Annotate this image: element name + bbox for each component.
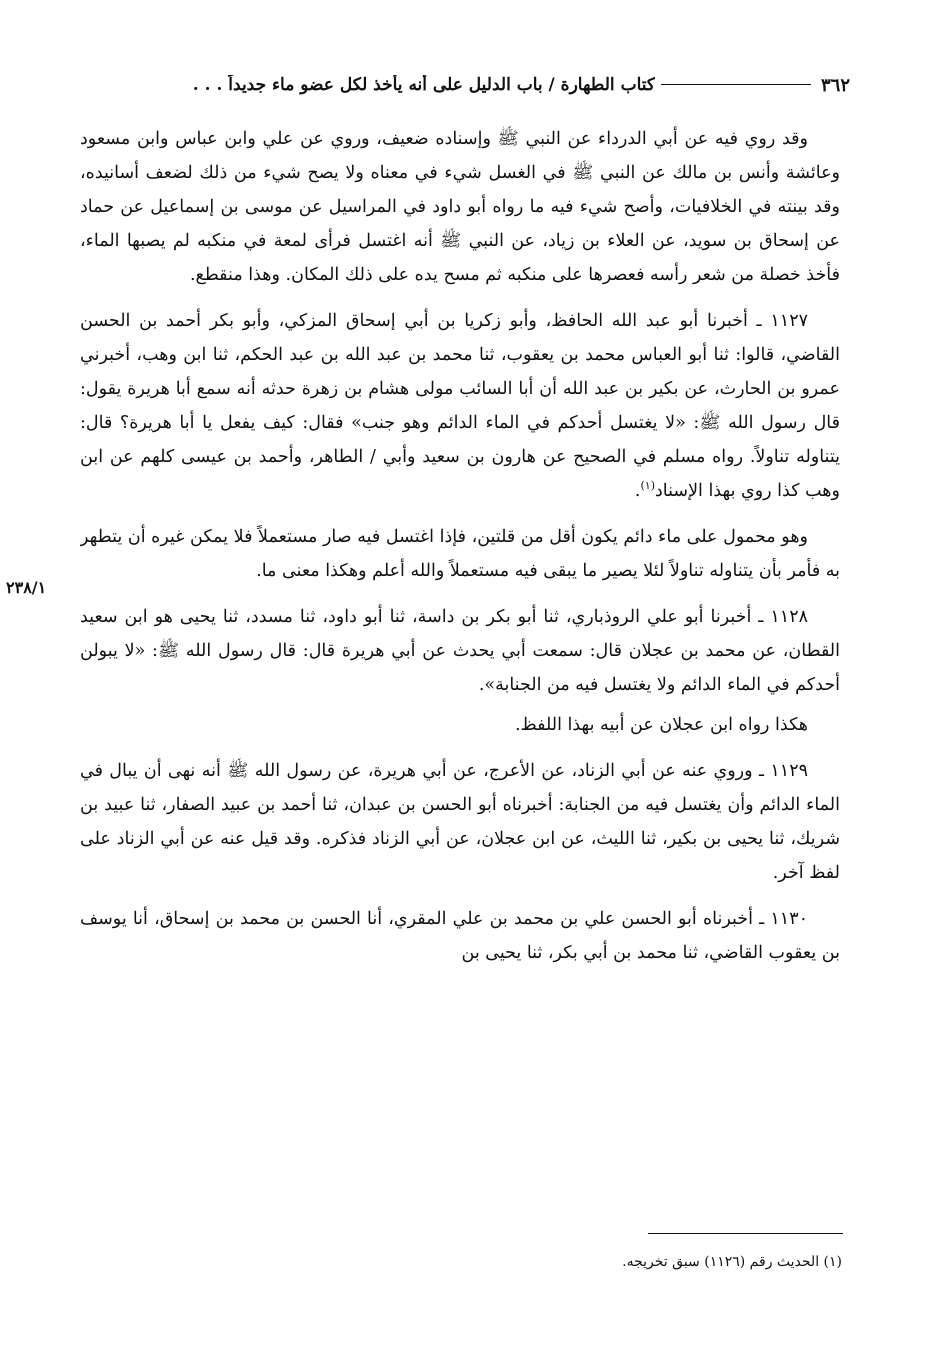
header-rule [661,84,811,86]
footnote-divider [648,1233,843,1234]
paragraph-hadith-1127-text: ١١٢٧ ـ أخبرنا أبو عبد الله الحافظ، وأبو زكريا بن أبي إسحاق المزكي، وأبو بكر أحمد بن الحسن القاضي، قالوا: ثنا أبو العباس محمد بن يعقوب، ثنا محمد بن عبد الله بن عبد الحكم، ثنا ابن وهب، أخبرني عمرو بن الحارث، عن بكير بن عبد الله أن أبا السائب مولى هشام بن زهرة حدثه أنه سمع أبا هريرة يقول: قال رسول الله ﷺ: «لا يغتسل أحدكم في الماء الدائم وهو جنب» فقال: كيف يفعل يا أبا هريرة؟ قال: يتناوله تناولاً. رواه مسلم في الصحيح عن هارون بن سعيد وأبي / الطاهر، وأحمد بن عيسى كلهم عن ابن وهب كذا روي بهذا الإسناد [80,311,840,501]
page-number: ٣٦٢ [820,74,850,96]
paragraph-hadith-1127 [80,304,840,508]
paragraph-hadith-1128: ١١٢٨ ـ أخبرنا أبو علي الروذباري، ثنا أبو بكر بن داسة، ثنا أبو داود، ثنا مسدد، ثنا يحيى هو ابن سعيد القطان، عن محمد بن عجلان قال: سمعت أبي يحدث عن أبي هريرة قال: قال رسول الله ﷺ: «لا يبولن أحدكم في الماء الدائم ولا يغتسل فيه من الجنابة». [80,607,840,695]
footnote: (١) الحديث رقم (١١٢٦) سبق تخريجه. [622,1254,842,1270]
footnote-reference[interactable]: (١) [640,479,655,493]
paragraph-intro: وقد روي فيه عن أبي الدرداء عن النبي ﷺ وإسناده ضعيف، وروي عن علي وابن عباس وابن مسعود وعائشة وأنس بن مالك عن النبي ﷺ في الغسل شيء في معناه ولا يصح شيء من ذلك لضعف أسانيده، وقد بينته في الخلافيات، وأصح شيء فيه ما رواه أبو داود في المراسيل عن موسى بن إسماعيل عن حماد عن إسحاق بن سويد، عن العلاء بن زياد، عن النبي ﷺ أنه اغتسل فرأى لمعة في منكبه لم يصبها الماء، فأخذ خصلة من شعر رأسه فعصرها على منكبه ثم مسح يده على ذلك المكان. وهذا منقطع. [80,129,840,285]
paragraph-hadith-1129: ١١٢٩ ـ وروي عنه عن أبي الزناد، عن الأعرج، عن أبي هريرة، عن رسول الله ﷺ أنه نهى أن يبال في الماء الدائم وأن يغتسل فيه من الجنابة: أخبرناه أبو الحسن بن عبدان، ثنا أحمد بن عبيد الصفار، ثنا عبيد بن شريك، ثنا يحيى بن بكير، ثنا الليث، عن ابن عجلان، عن أبي الزناد فذكره. وقد قيل عنه عن أبي الزناد على لفظ آخر. [80,761,840,883]
paragraph-hadith-1127-end: . [634,481,641,501]
paragraph-note-ibn-ajlan: هكذا رواه ابن عجلان عن أبيه بهذا اللفظ. [514,715,808,735]
main-text [80,122,840,1232]
page-header [75,68,850,102]
paragraph-commentary: وهو محمول على ماء دائم يكون أقل من قلتين، فإذا اغتسل فيه صار مستعملاً فلا يمكن غيره أن يتطهر به فأمر بأن يتناوله تناولاً لئلا يصير ما يبقى فيه مستعملاً والله أعلم وهكذا معنى ما. [80,527,840,581]
running-title: كتاب الطهارة / باب الدليل على أنه يأخذ لكل عضو ماء جديداً . . . [192,75,655,95]
paragraph-hadith-1130: ١١٣٠ ـ أخبرناه أبو الحسن علي بن محمد بن علي المقري، أنا الحسن بن محمد بن إسحاق، أنا يوسف بن يعقوب القاضي، ثنا محمد بن أبي بكر، ثنا يحيى بن [80,909,840,963]
margin-volume-page-ref: ٢٣٨/١ [6,578,47,597]
